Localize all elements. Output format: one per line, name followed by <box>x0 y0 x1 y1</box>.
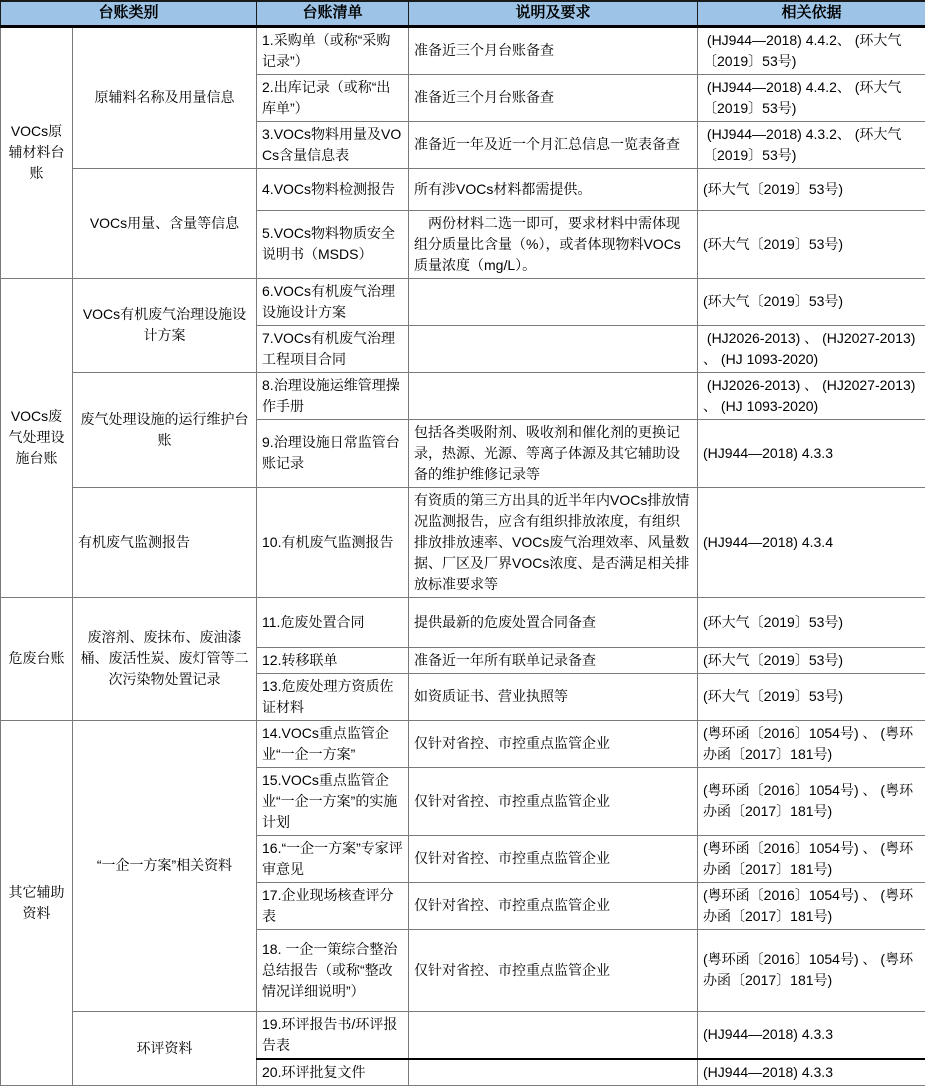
desc-cell <box>409 325 698 372</box>
subcategory-cell-design-plan: VOCs有机废气治理设施设计方案 <box>73 278 257 372</box>
subcategory-cell-eia-materials: 环评资料 <box>73 1011 257 1085</box>
list-cell: 19.环评报告书/环评报告表 <box>257 1011 409 1059</box>
table-row <box>1 372 925 419</box>
list-cell: 2.出库记录（或称“出库单”） <box>257 74 409 121</box>
basis-cell: (HJ944—2018) 4.3.2、 (环大气〔2019〕53号) <box>698 121 925 168</box>
list-cell: 18. 一企一策综合整治总结报告（或称“整改情况详细说明”） <box>257 929 409 1011</box>
basis-cell: (环大气〔2019〕53号) <box>698 673 925 720</box>
list-cell: 5.VOCs物料物质安全说明书（MSDS） <box>257 210 409 278</box>
desc-cell <box>409 1011 698 1059</box>
subcategory-cell-one-enterprise-one-plan: “一企一方案”相关资料 <box>73 720 257 1011</box>
desc-cell: 准备近一年所有联单记录备查 <box>409 647 698 673</box>
subcategory-cell-raw-material-usage: 原辅料名称及用量信息 <box>73 26 257 168</box>
table-row <box>1 168 925 210</box>
basis-cell: (HJ944—2018) 4.3.3 <box>698 1011 925 1059</box>
list-cell: 12.转移联单 <box>257 647 409 673</box>
list-cell: 13.危废处理方资质佐证材料 <box>257 673 409 720</box>
list-cell: 14.VOCs重点监管企业“一企一方案” <box>257 720 409 767</box>
basis-cell: (粤环函〔2016〕1054号) 、 (粤环办函〔2017〕181号) <box>698 767 925 835</box>
basis-cell: (环大气〔2019〕53号) <box>698 647 925 673</box>
basis-cell: (粤环函〔2016〕1054号) 、 (粤环办函〔2017〕181号) <box>698 720 925 767</box>
list-cell: 4.VOCs物料检测报告 <box>257 168 409 210</box>
table-row <box>1 720 925 767</box>
subcategory-cell-secondary-pollutant-disposal: 废溶剂、废抹布、废油漆桶、废活性炭、废灯管等二次污染物处置记录 <box>73 597 257 720</box>
desc-cell: 仅针对省控、市控重点监管企业 <box>409 767 698 835</box>
basis-cell: (粤环函〔2016〕1054号) 、 (粤环办函〔2017〕181号) <box>698 882 925 929</box>
header-basis: 相关依据 <box>698 1 925 26</box>
list-cell: 9.治理设施日常监管台账记录 <box>257 419 409 487</box>
desc-cell: 有资质的第三方出具的近半年内VOCs排放情况监测报告，应含有组织排放浓度，有组织排放排放速率、VOCs废气治理效率、风量数据、厂区及厂界VOCs浓度、是否满足相关排放标准要求等 <box>409 487 698 597</box>
basis-cell: (环大气〔2019〕53号) <box>698 210 925 278</box>
basis-cell: (HJ944—2018) 4.4.2、 (环大气〔2019〕53号) <box>698 74 925 121</box>
category-cell-raw-materials: VOCs原辅材料台账 <box>1 26 73 278</box>
basis-cell: (HJ2026-2013) 、 (HJ2027-2013) 、 (HJ 1093-2020) <box>698 325 925 372</box>
basis-cell: (HJ944—2018) 4.3.3 <box>698 1059 925 1086</box>
subcategory-cell-monitoring-report: 有机废气监测报告 <box>73 487 257 597</box>
desc-cell: 如资质证书、营业执照等 <box>409 673 698 720</box>
basis-cell: (环大气〔2019〕53号) <box>698 278 925 325</box>
desc-cell: 两份材料二选一即可，要求材料中需体现组分质量比含量（%），或者体现物料VOCs质量浓度（mg/L）。 <box>409 210 698 278</box>
table-row <box>1 597 925 647</box>
header-category: 台账类别 <box>1 1 257 26</box>
desc-cell: 准备近三个月台账备查 <box>409 26 698 74</box>
basis-cell: (HJ944—2018) 4.3.4 <box>698 487 925 597</box>
header-row <box>1 1 925 26</box>
list-cell: 10.有机废气监测报告 <box>257 487 409 597</box>
desc-cell <box>409 278 698 325</box>
list-cell: 20.环评批复文件 <box>257 1059 409 1086</box>
desc-cell: 所有涉VOCs材料都需提供。 <box>409 168 698 210</box>
desc-cell: 准备近一年及近一个月汇总信息一览表备查 <box>409 121 698 168</box>
list-cell: 3.VOCs物料用量及VOCs含量信息表 <box>257 121 409 168</box>
desc-cell: 仅针对省控、市控重点监管企业 <box>409 882 698 929</box>
basis-cell: (HJ2026-2013) 、 (HJ2027-2013) 、 (HJ 1093-2020) <box>698 372 925 419</box>
basis-cell: (粤环函〔2016〕1054号) 、 (粤环办函〔2017〕181号) <box>698 835 925 882</box>
header-list: 台账清单 <box>257 1 409 26</box>
desc-cell: 提供最新的危废处置合同备查 <box>409 597 698 647</box>
desc-cell: 准备近三个月台账备查 <box>409 74 698 121</box>
subcategory-cell-operation-maintenance: 废气处理设施的运行维护台账 <box>73 372 257 487</box>
category-cell-other-auxiliary: 其它辅助资料 <box>1 720 73 1085</box>
header-desc: 说明及要求 <box>409 1 698 26</box>
desc-cell: 仅针对省控、市控重点监管企业 <box>409 835 698 882</box>
list-cell: 16.“一企一方案”专家评审意见 <box>257 835 409 882</box>
desc-cell <box>409 1059 698 1086</box>
list-cell: 11.危废处置合同 <box>257 597 409 647</box>
category-cell-hazardous-waste: 危废台账 <box>1 597 73 720</box>
basis-cell: (粤环函〔2016〕1054号) 、 (粤环办函〔2017〕181号) <box>698 929 925 1011</box>
category-cell-treatment-facility: VOCs废气处理设施台账 <box>1 278 73 597</box>
basis-cell: (环大气〔2019〕53号) <box>698 168 925 210</box>
subcategory-cell-vocs-content-info: VOCs用量、含量等信息 <box>73 168 257 278</box>
table-row <box>1 278 925 325</box>
table-row <box>1 487 925 597</box>
table-row <box>1 1011 925 1059</box>
list-cell: 7.VOCs有机废气治理工程项目合同 <box>257 325 409 372</box>
table-row <box>1 26 925 74</box>
list-cell: 17.企业现场核查评分表 <box>257 882 409 929</box>
list-cell: 15.VOCs重点监管企业“一企一方案”的实施计划 <box>257 767 409 835</box>
list-cell: 6.VOCs有机废气治理设施设计方案 <box>257 278 409 325</box>
basis-cell: (HJ944—2018) 4.3.3 <box>698 419 925 487</box>
desc-cell: 仅针对省控、市控重点监管企业 <box>409 929 698 1011</box>
list-cell: 1.采购单（或称“采购记录”） <box>257 26 409 74</box>
list-cell: 8.治理设施运维管理操作手册 <box>257 372 409 419</box>
basis-cell: (HJ944—2018) 4.4.2、 (环大气〔2019〕53号) <box>698 26 925 74</box>
desc-cell: 仅针对省控、市控重点监管企业 <box>409 720 698 767</box>
desc-cell: 包括各类吸附剂、吸收剂和催化剂的更换记录，热源、光源、等离子体源及其它辅助设备的维护维修记录等 <box>409 419 698 487</box>
basis-cell: (环大气〔2019〕53号) <box>698 597 925 647</box>
desc-cell <box>409 372 698 419</box>
